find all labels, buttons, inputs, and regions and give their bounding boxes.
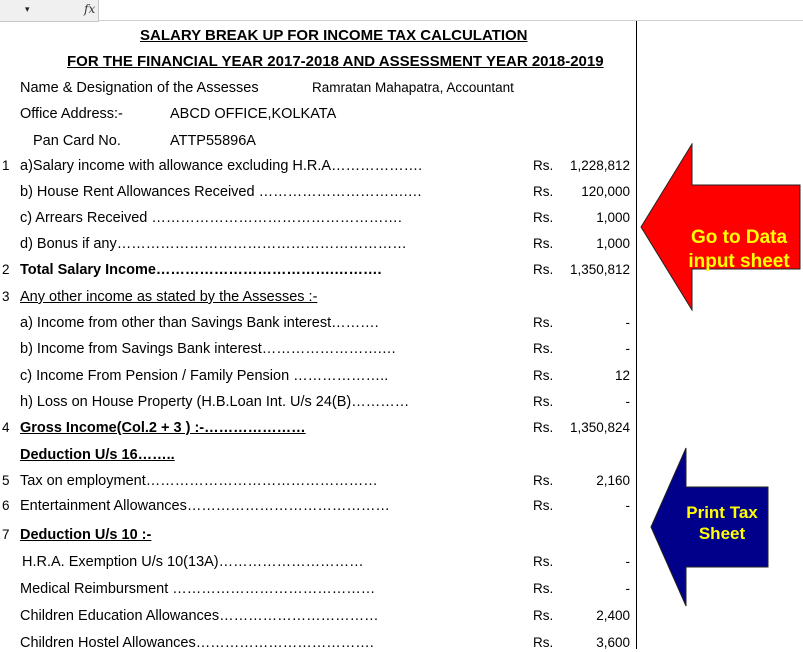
row-currency: Rs. xyxy=(533,635,554,650)
title-line-1: SALARY BREAK UP FOR INCOME TAX CALCULATION xyxy=(140,27,528,44)
function-icon[interactable]: fx xyxy=(84,2,96,16)
row-label: Entertainment Allowances…………………………………… xyxy=(20,498,390,514)
formula-bar xyxy=(0,0,99,22)
row-currency: Rs. xyxy=(533,608,554,623)
row-label: Medical Reimbursment …………………………………… xyxy=(20,581,376,597)
row-currency: Rs. xyxy=(533,498,554,513)
row-label: a)Salary income with allowance excluding H.R.A………………. xyxy=(20,158,423,174)
row-label: h) Loss on House Property (H.B.Loan Int. U/s 24(B)………… xyxy=(20,394,410,410)
row-number: 4 xyxy=(2,420,10,435)
row-currency: Rs. xyxy=(533,210,554,225)
row-label: c) Arrears Received ……………………………………………. xyxy=(20,210,402,226)
row-label: a) Income from other than Savings Bank interest………. xyxy=(20,315,379,331)
row-amount: 1,228,812 xyxy=(569,158,630,173)
pan-label: Pan Card No. xyxy=(33,133,121,149)
row-number: 7 xyxy=(2,527,10,542)
row-label: Total Salary Income……………………………….………. xyxy=(20,262,382,278)
row-amount: 120,000 xyxy=(581,184,630,199)
row-currency: Rs. xyxy=(533,554,554,569)
row-amount: 12 xyxy=(614,368,630,383)
row-label: d) Bonus if any…………………………………………………… xyxy=(20,236,407,252)
row-amount: - xyxy=(625,581,630,596)
formula-input[interactable] xyxy=(98,20,803,21)
office-label: Office Address:- xyxy=(20,106,123,122)
row-currency: Rs. xyxy=(533,581,554,596)
row-label: Children Hostel Allowances………………………………. xyxy=(20,635,374,651)
row-currency: Rs. xyxy=(533,158,554,173)
row-number: 3 xyxy=(2,289,10,304)
row-label: Deduction U/s 16…….. xyxy=(20,447,175,463)
row-amount: - xyxy=(625,315,630,330)
row-amount: 1,350,824 xyxy=(569,420,630,435)
name-label: Name & Designation of the Assesses xyxy=(20,80,259,96)
row-currency: Rs. xyxy=(533,315,554,330)
go-to-data-line-1: Go to Data xyxy=(690,227,788,248)
print-tax-sheet-label[interactable] xyxy=(677,502,767,545)
row-label: c) Income From Pension / Family Pension ……………….. xyxy=(20,368,389,384)
name-value: Ramratan Mahapatra, Accountant xyxy=(312,80,514,95)
row-amount: 1,000 xyxy=(596,210,630,225)
go-to-data-line-2: input sheet xyxy=(688,250,790,272)
print-tax-line-1: Print Tax xyxy=(686,503,758,522)
row-label: Gross Income(Col.2 + 3 ) :-………………… xyxy=(20,420,306,436)
row-amount: 3,600 xyxy=(596,635,630,650)
row-number: 2 xyxy=(2,262,10,277)
row-currency: Rs. xyxy=(533,184,554,199)
go-to-data-label[interactable] xyxy=(672,226,803,274)
row-currency: Rs. xyxy=(533,236,554,251)
row-currency: Rs. xyxy=(533,473,554,488)
row-number: 1 xyxy=(2,158,10,173)
column-border xyxy=(636,21,637,649)
name-box-dropdown-icon[interactable]: ▾ xyxy=(25,4,30,14)
row-amount: - xyxy=(625,554,630,569)
office-value: ABCD OFFICE,KOLKATA xyxy=(170,106,337,122)
row-amount: 2,400 xyxy=(596,608,630,623)
row-currency: Rs. xyxy=(533,341,554,356)
row-currency: Rs. xyxy=(533,394,554,409)
row-number: 6 xyxy=(2,498,10,513)
row-label: b) Income from Savings Bank interest…………………….… xyxy=(20,341,397,357)
row-amount: 1,000 xyxy=(596,236,630,251)
row-amount: - xyxy=(625,341,630,356)
row-currency: Rs. xyxy=(533,262,554,277)
row-label: b) House Rent Allowances Received ………………………….… xyxy=(20,184,423,200)
row-amount: - xyxy=(625,498,630,513)
pan-value: ATTP55896A xyxy=(170,133,256,149)
row-label: Deduction U/s 10 :- xyxy=(20,527,152,543)
row-label: H.R.A. Exemption U/s 10(13A)………………………… xyxy=(22,554,364,570)
row-label: Children Education Allowances…………………………… xyxy=(20,608,379,624)
row-currency: Rs. xyxy=(533,420,554,435)
row-label: Any other income as stated by the Assesses :- xyxy=(20,289,318,305)
row-currency: Rs. xyxy=(533,368,554,383)
row-amount: 2,160 xyxy=(596,473,630,488)
print-tax-line-2: Sheet xyxy=(698,524,746,544)
row-label: Tax on employment………………………………………… xyxy=(20,473,378,489)
row-amount: - xyxy=(625,394,630,409)
title-line-2: FOR THE FINANCIAL YEAR 2017-2018 AND ASSESSMENT YEAR 2018-2019 xyxy=(67,53,604,70)
row-number: 5 xyxy=(2,473,10,488)
row-amount: 1,350,812 xyxy=(569,262,630,277)
